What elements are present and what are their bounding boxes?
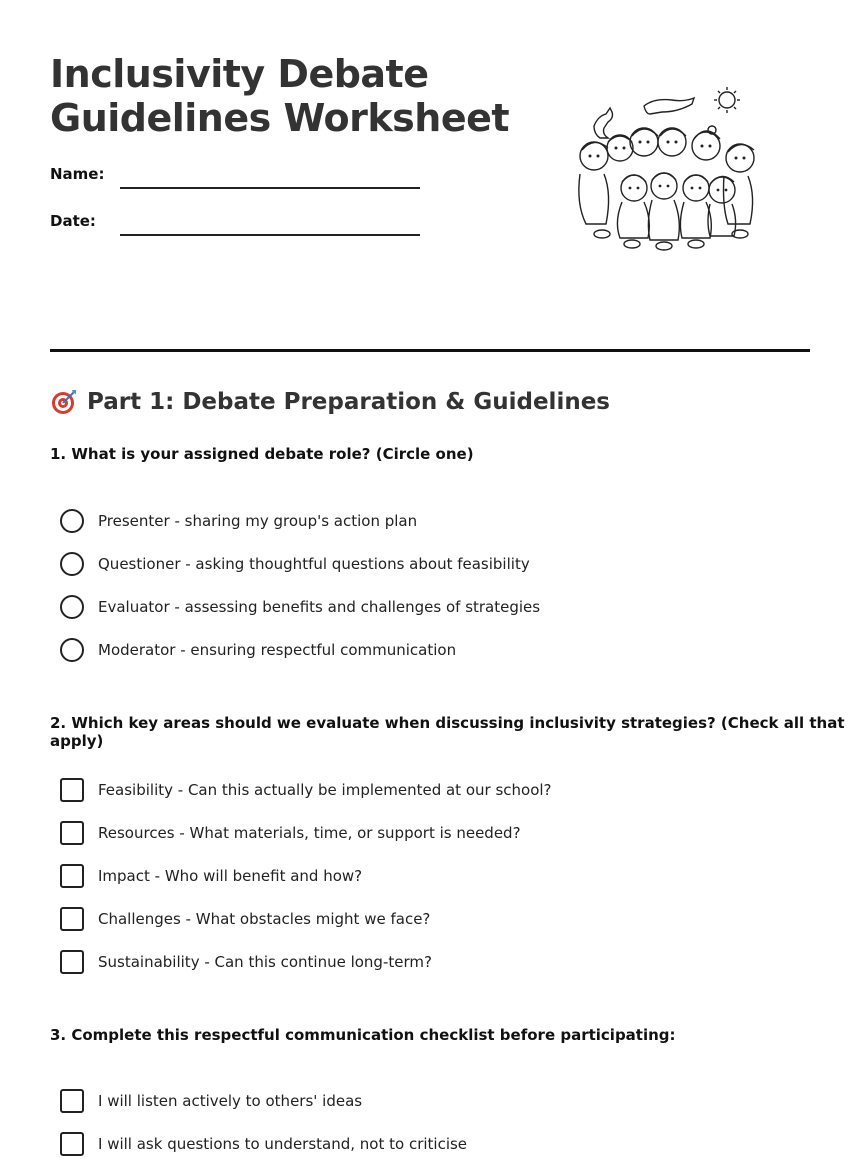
area-option[interactable] xyxy=(60,820,521,846)
checklist-item[interactable] xyxy=(60,1131,467,1157)
question-2: 2. Which key areas should we evaluate when discussing inclusivity strategies? (Check all that apply) xyxy=(50,714,845,750)
name-label: Name: xyxy=(50,165,105,183)
option-label: I will ask questions to understand, not to criticise xyxy=(98,1135,468,1153)
checkbox[interactable] xyxy=(60,821,84,845)
part-1-heading xyxy=(50,388,610,416)
title-line-1: Inclusivity Debate xyxy=(50,52,429,96)
checkbox[interactable] xyxy=(60,778,84,802)
option-label: Moderator - ensuring respectful communication xyxy=(98,641,457,659)
checkbox[interactable] xyxy=(60,907,84,931)
question-1: 1. What is your assigned debate role? (Circle one) xyxy=(50,445,474,463)
date-field[interactable] xyxy=(120,234,420,236)
role-option[interactable] xyxy=(60,508,417,534)
area-option[interactable] xyxy=(60,906,430,932)
role-option[interactable] xyxy=(60,637,456,663)
option-label: Challenges - What obstacles might we face? xyxy=(98,910,431,928)
title-line-2: Guidelines Worksheet xyxy=(50,96,510,140)
part-1-title: Part 1: Debate Preparation & Guidelines xyxy=(87,389,610,415)
role-option[interactable] xyxy=(60,551,530,577)
option-label: Presenter - sharing my group's action plan xyxy=(98,512,418,530)
role-option[interactable] xyxy=(60,594,540,620)
radio-circle[interactable] xyxy=(60,552,84,576)
checkbox[interactable] xyxy=(60,1089,84,1113)
target-dart-icon xyxy=(50,388,78,416)
checkbox[interactable] xyxy=(60,1132,84,1156)
kangaroo-icon xyxy=(594,108,613,138)
radio-circle[interactable] xyxy=(60,595,84,619)
area-option[interactable] xyxy=(60,863,362,889)
question-3: 3. Complete this respectful communication checklist before participating: xyxy=(50,1026,676,1044)
option-label: Resources - What materials, time, or support is needed? xyxy=(98,824,521,842)
sun-icon xyxy=(714,87,740,113)
section-divider xyxy=(50,349,810,352)
option-label: I will listen actively to others' ideas xyxy=(98,1092,363,1110)
checkbox[interactable] xyxy=(60,864,84,888)
platypus-icon xyxy=(644,98,694,114)
name-field[interactable] xyxy=(120,187,420,189)
option-label: Evaluator - assessing benefits and challenges of strategies xyxy=(98,598,541,616)
option-label: Feasibility - Can this actually be implemented at our school? xyxy=(98,781,552,799)
option-label: Impact - Who will benefit and how? xyxy=(98,867,363,885)
children-group-illustration xyxy=(572,84,768,254)
checklist-item[interactable] xyxy=(60,1088,362,1114)
worksheet-title xyxy=(50,52,509,140)
area-option[interactable] xyxy=(60,777,552,803)
radio-circle[interactable] xyxy=(60,509,84,533)
option-label: Sustainability - Can this continue long-term? xyxy=(98,953,432,971)
radio-circle[interactable] xyxy=(60,638,84,662)
checkbox[interactable] xyxy=(60,950,84,974)
area-option[interactable] xyxy=(60,949,432,975)
option-label: Questioner - asking thoughtful questions about feasibility xyxy=(98,555,530,573)
date-label: Date: xyxy=(50,212,96,230)
